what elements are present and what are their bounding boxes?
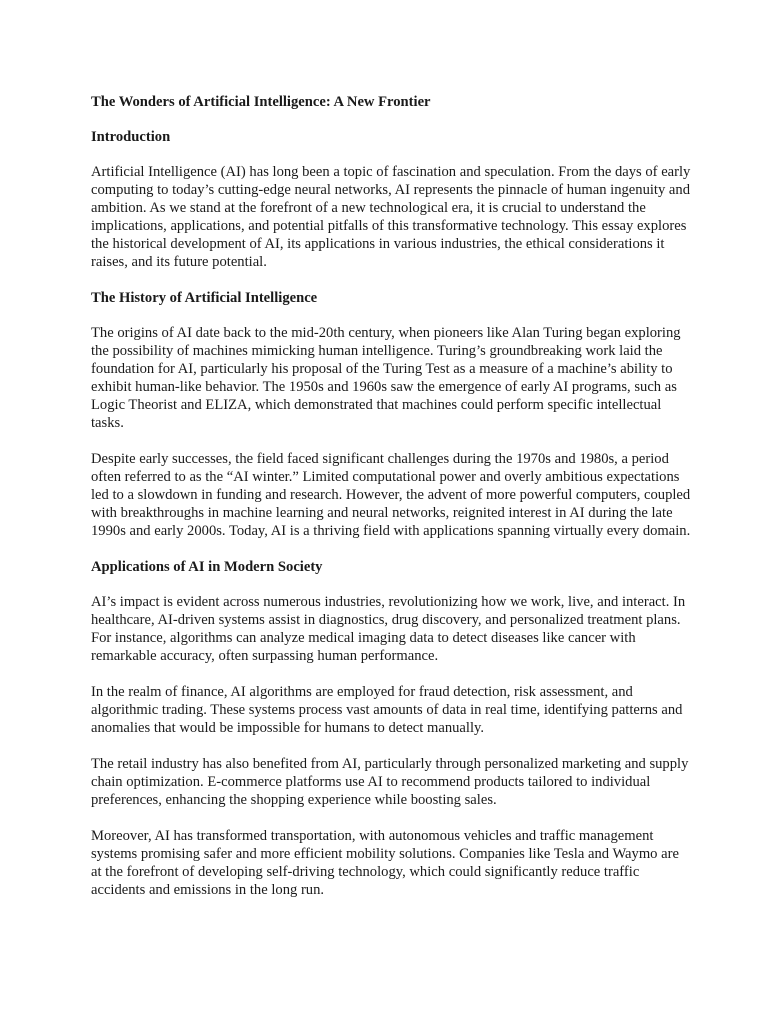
document-body [91,93,691,917]
section-history [91,289,691,540]
paragraph: Artificial Intelligence (AI) has long been a topic of fascination and speculation. From the days of early computing to today’s cutting-edge neural networks, AI represents the pinnacle of human ingenuity and ambition. As we stand at the forefront of a new technological era, it is crucial to understand the implications, applications, and potential pitfalls of this transformative technology. This essay explores the historical development of AI, its applications in various industries, the ethical considerations it raises, and its future potential. [91,164,691,270]
paragraph: The retail industry has also benefited from AI, particularly through personalized marketing and supply chain optimization. E-commerce platforms use AI to recommend products tailored to individual preferences, enhancing the shopping experience while boosting sales. [91,756,689,808]
document-title: The Wonders of Artificial Intelligence: A New Frontier [91,94,431,110]
paragraph: In the realm of finance, AI algorithms are employed for fraud detection, risk assessment, and algorithmic trading. These systems process vast amounts of data in real time, identifying patterns and anomalies that would be impossible for humans to detect manually. [91,684,683,736]
paragraph: Despite early successes, the field faced significant challenges during the 1970s and 1980s, a period often referred to as the “AI winter.” Limited computational power and overly ambitious expectations led to a slowdown in funding and research. However, the advent of more powerful computers, coupled with breakthroughs in machine learning and neural networks, reignited interest in AI during the late 1990s and early 2000s. Today, AI is a thriving field with applications spanning virtually every domain. [91,451,691,539]
paragraph: Moreover, AI has transformed transportation, with autonomous vehicles and traffic management systems promising safer and more efficient mobility solutions. Companies like Tesla and Waymo are at the forefront of developing self-driving technology, which could significantly reduce traffic accidents and emissions in the long run. [91,828,679,898]
section-heading: Applications of AI in Modern Society [91,559,323,575]
section-heading: Introduction [91,129,171,145]
paragraph: AI’s impact is evident across numerous industries, revolutionizing how we work, live, and interact. In healthcare, AI-driven systems assist in diagnostics, drug discovery, and personalized treatment plans. For instance, algorithms can analyze medical imaging data to detect diseases like cancer with remarkable accuracy, often surpassing human performance. [91,594,686,664]
section-heading: The History of Artificial Intelligence [91,290,318,306]
section-applications [91,558,691,899]
section-introduction [91,128,691,271]
paragraph: The origins of AI date back to the mid-20th century, when pioneers like Alan Turing began exploring the possibility of machines mimicking human intelligence. Turing’s groundbreaking work laid the foundation for AI, particularly his proposal of the Turing Test as a measure of a machine’s ability to exhibit human-like behavior. The 1950s and 1960s saw the emergence of early AI programs, such as Logic Theorist and ELIZA, which demonstrated that machines could perform specific intellectual tasks. [91,325,681,431]
